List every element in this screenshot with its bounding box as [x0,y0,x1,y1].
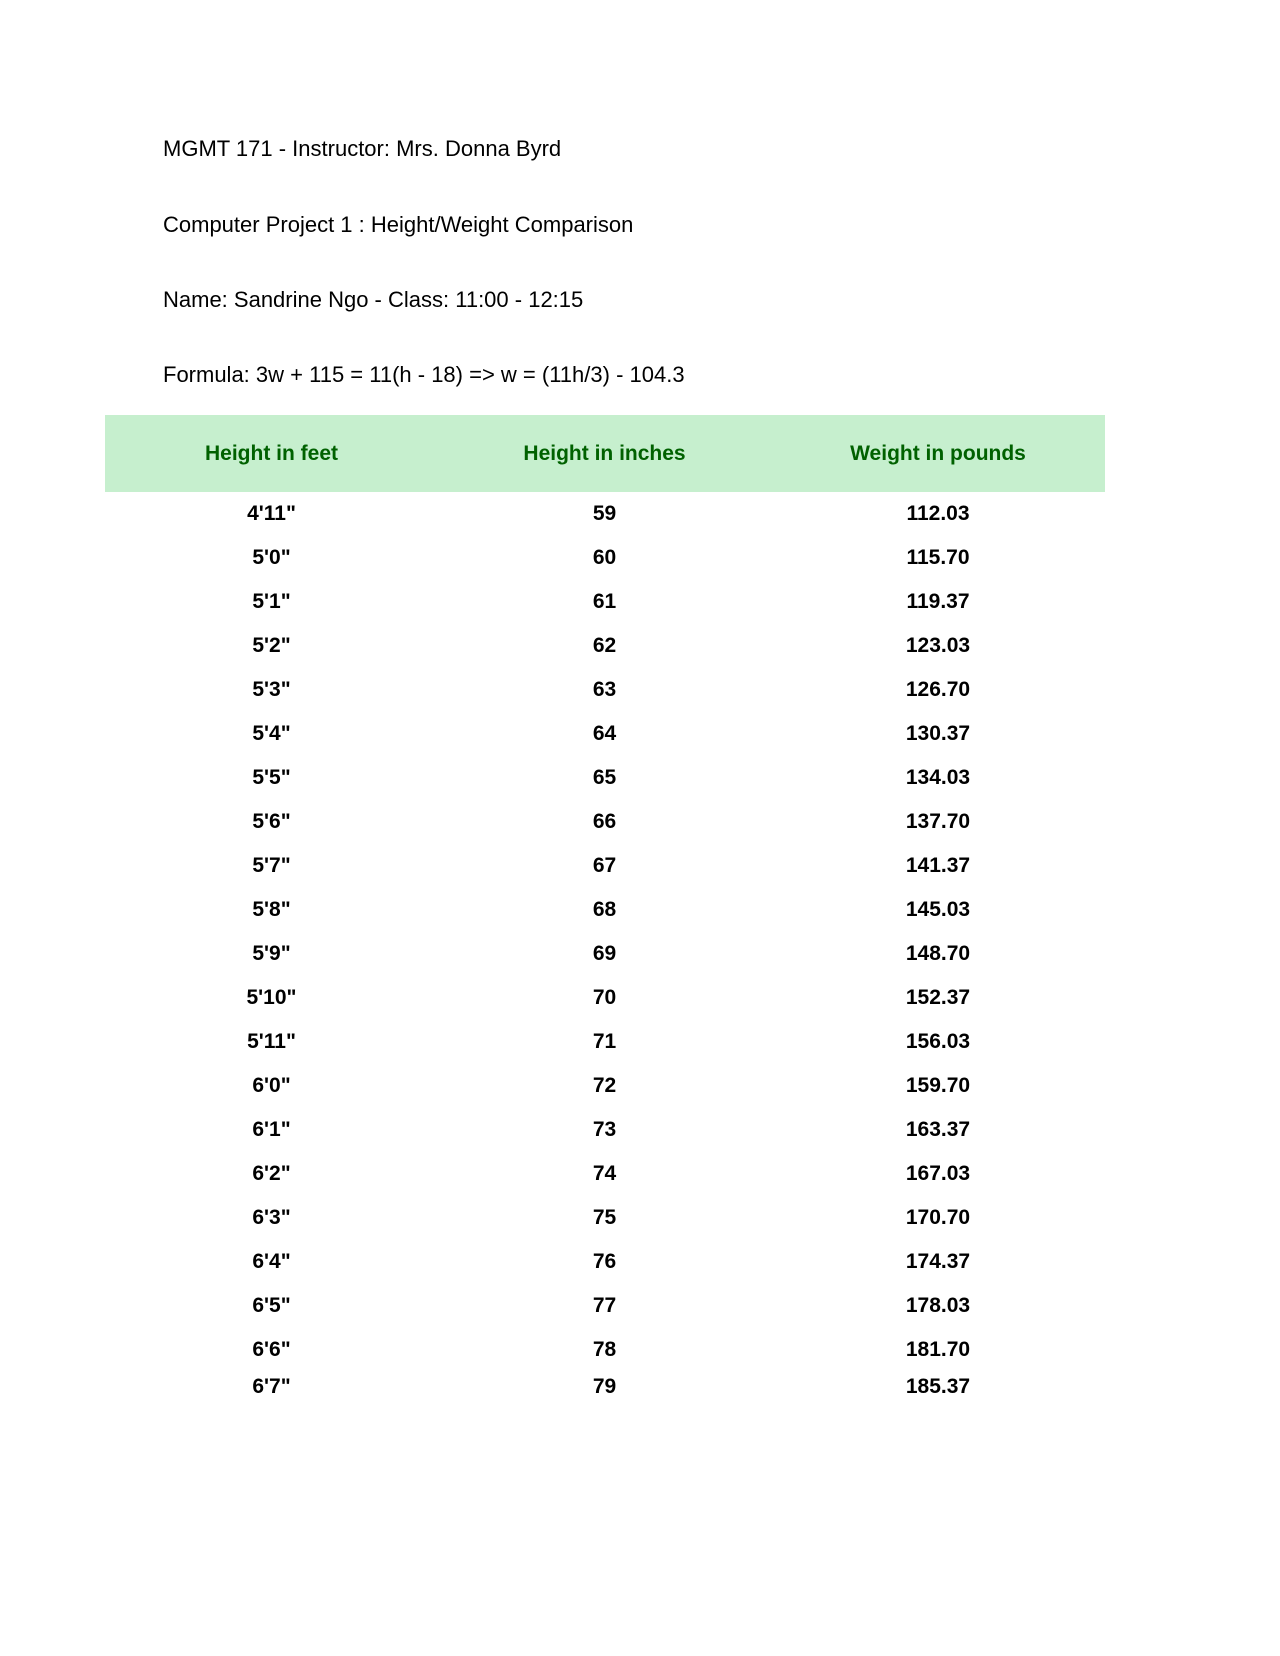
formula-line: Formula: 3w + 115 = 11(h - 18) => w = (11h/3) - 104.3 [163,362,685,387]
cell-height-feet: 6'3" [252,1206,291,1229]
cell-height-inches: 73 [592,1118,617,1141]
cell-weight-pounds: 123.03 [905,634,971,657]
table-row [105,844,1105,888]
cell-weight-pounds: 137.70 [905,810,971,833]
height-weight-table [105,415,1105,1402]
cell-weight-pounds: 163.37 [905,1118,971,1141]
cell-height-inches: 59 [592,502,617,525]
cell-weight-pounds: 112.03 [906,502,970,525]
table-header-row [105,415,1105,492]
cell-height-feet: 5'2" [252,634,291,657]
table-row [105,492,1105,536]
table-header [105,415,1105,492]
cell-height-inches: 67 [592,854,617,877]
cell-height-feet: 5'11" [247,1030,296,1053]
cell-height-inches: 71 [592,1030,617,1053]
cell-height-inches: 78 [592,1338,617,1361]
cell-weight-pounds: 134.03 [905,766,971,789]
cell-height-inches: 72 [592,1074,617,1097]
cell-height-inches: 62 [592,634,617,657]
cell-weight-pounds: 178.03 [905,1294,971,1317]
column-header-weight-pounds: Weight in pounds [850,441,1026,465]
table-row [105,1372,1105,1402]
cell-height-feet: 5'3" [252,678,291,701]
cell-weight-pounds: 126.70 [905,678,971,701]
cell-height-inches: 79 [592,1375,617,1398]
course-instructor-line: MGMT 171 - Instructor: Mrs. Donna Byrd [163,136,562,161]
cell-weight-pounds: 156.03 [905,1030,971,1053]
cell-height-inches: 70 [592,986,617,1009]
table-row [105,800,1105,844]
cell-height-feet: 6'1" [252,1118,291,1141]
table-row [105,668,1105,712]
cell-weight-pounds: 145.03 [905,898,971,921]
cell-height-feet: 5'4" [252,722,291,745]
cell-weight-pounds: 130.37 [905,722,971,745]
cell-height-feet: 5'10" [246,986,297,1009]
student-name-class-line: Name: Sandrine Ngo - Class: 11:00 - 12:15 [163,287,584,312]
cell-height-inches: 63 [592,678,617,701]
table-row [105,712,1105,756]
table-row [105,976,1105,1020]
cell-height-feet: 6'0" [252,1074,291,1097]
column-header-height-feet: Height in feet [204,441,338,465]
cell-height-inches: 61 [592,590,617,613]
cell-height-feet: 6'5" [252,1294,291,1317]
table-row [105,1196,1105,1240]
cell-weight-pounds: 170.70 [905,1206,971,1229]
table-row [105,1064,1105,1108]
cell-weight-pounds: 148.70 [905,942,971,965]
cell-weight-pounds: 152.37 [905,986,971,1009]
cell-height-inches: 76 [592,1250,617,1273]
cell-height-feet: 4'11" [247,502,296,525]
table-row [105,888,1105,932]
table-row [105,1240,1105,1284]
table-row [105,580,1105,624]
cell-height-feet: 5'0" [252,546,291,569]
table-row [105,932,1105,976]
cell-weight-pounds: 185.37 [905,1375,971,1398]
cell-height-feet: 5'9" [252,942,291,965]
table-row [105,1108,1105,1152]
cell-height-feet: 6'2" [252,1162,291,1185]
cell-height-inches: 69 [592,942,617,965]
cell-height-inches: 64 [592,722,617,745]
table-row [105,536,1105,580]
cell-height-feet: 5'1" [252,590,291,613]
cell-height-inches: 74 [592,1162,617,1185]
cell-height-inches: 60 [592,546,617,569]
cell-height-feet: 6'4" [252,1250,291,1273]
table-row [105,1328,1105,1372]
cell-weight-pounds: 115.70 [906,546,970,569]
cell-weight-pounds: 174.37 [905,1250,971,1273]
cell-weight-pounds: 159.70 [905,1074,971,1097]
table-row [105,1152,1105,1196]
cell-height-feet: 5'7" [252,854,291,877]
cell-weight-pounds: 141.37 [905,854,971,877]
table-row [105,1020,1105,1064]
table-body [105,492,1105,1402]
cell-weight-pounds: 119.37 [906,590,970,613]
column-header-height-inches: Height in inches [523,441,686,465]
cell-height-inches: 75 [592,1206,617,1229]
cell-height-inches: 68 [592,898,617,921]
cell-height-inches: 77 [592,1294,617,1317]
cell-weight-pounds: 181.70 [905,1338,971,1361]
project-title-line: Computer Project 1 : Height/Weight Comparison [163,212,634,237]
cell-height-feet: 6'6" [252,1338,291,1361]
table-row [105,756,1105,800]
cell-height-feet: 5'6" [252,810,291,833]
cell-weight-pounds: 167.03 [905,1162,971,1185]
cell-height-feet: 5'5" [252,766,291,789]
cell-height-feet: 6'7" [252,1375,291,1398]
cell-height-feet: 5'8" [252,898,291,921]
cell-height-inches: 65 [592,766,617,789]
cell-height-inches: 66 [592,810,617,833]
table-row [105,624,1105,668]
table-row [105,1284,1105,1328]
